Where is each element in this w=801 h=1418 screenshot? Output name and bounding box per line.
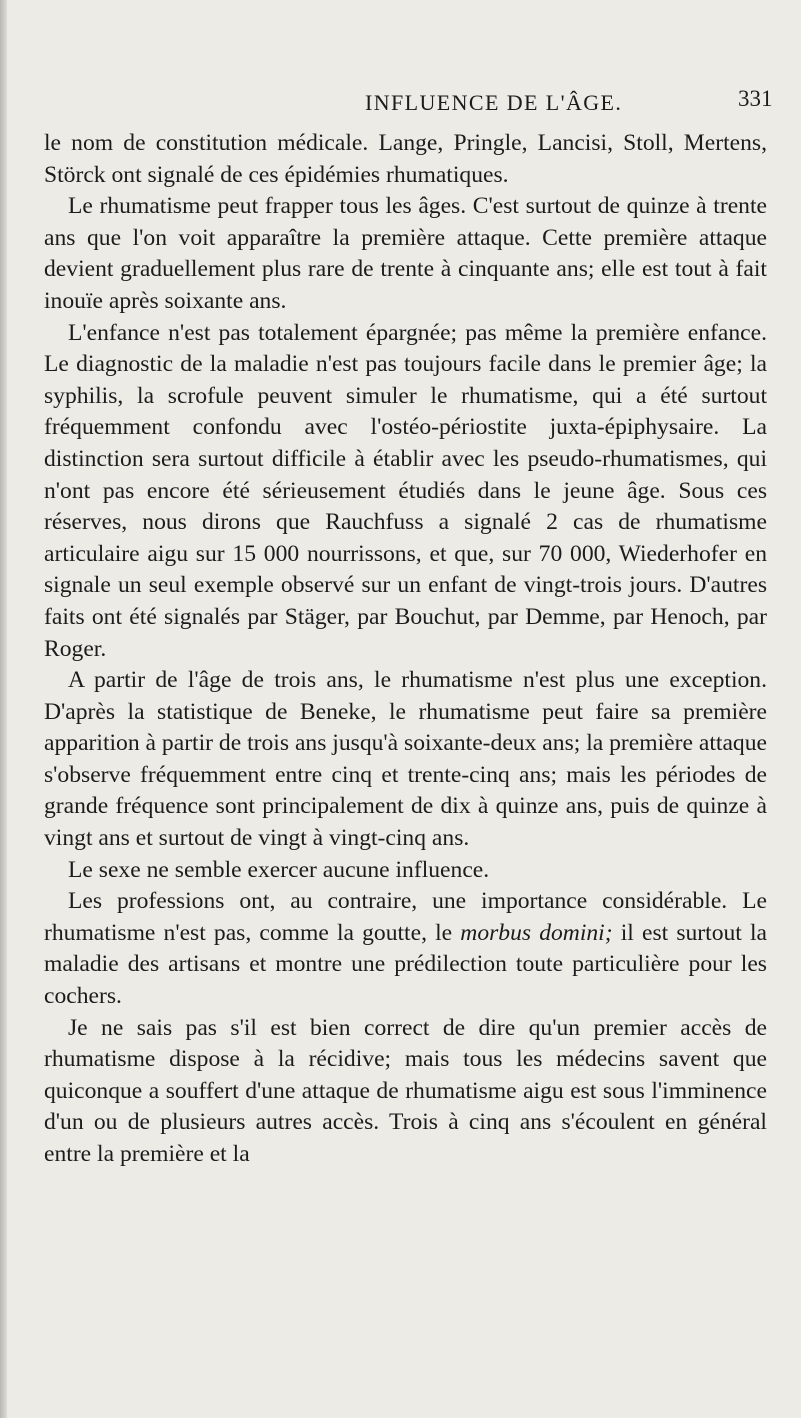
paragraph-sex: Le sexe ne semble exercer aucune influence. [68,856,490,883]
paragraph-ages: Le rhumatisme peut frapper tous les âges. C'est surtout de quinze à trente ans que l'on voit apparaître la première attaque. Cette première attaque devient graduellement plus rare de trente à cinquante ans; elle est tout à fait inouïe après soixante ans. [44,193,767,314]
professions-text-before: Les professions ont, au contraire, une importance considérable. Le rhumatisme n'est pas, comme la goutte, le [44,888,767,946]
page-binding-edge [0,0,7,1418]
professions-text-after: il est surtout la maladie des artisans et montre une prédilection toute particulière pour les cochers. [44,919,768,1010]
paragraph-childhood: L'enfance n'est pas totalement épargnée; pas même la première enfance. Le diagnostic de la maladie n'est pas toujours facile dans le premier âge; la syphilis, la scrofule peuvent simuler le rhumatisme, qui a été surtout fréquemment confondu avec l'ostéo-périostite juxta-épiphysaire. La distinction sera surtout difficile à établir avec les pseudo-rhumatismes, qui n'ont pas encore été sérieusement étudiés dans le jeune âge. Sous ces réserves, nous dirons que Rauchfuss a signalé 2 cas de rhumatisme articulaire aigu sur 15 000 nourrissons, et que, sur 70 000, Wiederhofer en signale un seul exemple observé sur un enfant de vingt-trois jours. D'autres faits ont été signalés par Stäger, par Bouchut, par Demme, par Henoch, par Roger. [44,319,767,662]
paragraph-three-years: A partir de l'âge de trois ans, le rhumatisme n'est plus une exception. D'après la statistique de Beneke, le rhumatisme peut faire sa première apparition à partir de trois ans jusqu'à soixante-deux ans; la première attaque s'observe fréquemment entre cinq et trente-cinq ans; mais les périodes de grande fréquence sont principalement de dix à quinze ans, puis de quinze à vingt ans et surtout de vingt à vingt-cinq ans. [44,667,767,852]
body-text [44,128,767,1171]
morbus-domini-italic: morbus domini; [460,919,613,946]
paragraph-continued: le nom de constitution médicale. Lange, Pringle, Lancisi, Stoll, Mertens, Störck ont signalé de ces épidémies rhumatiques. [44,130,767,188]
paragraph-recurrence: Je ne sais pas s'il est bien correct de dire qu'un premier accès de rhumatisme dispose à la récidive; mais tous les médecins savent que quiconque a souffert d'une attaque de rhumatisme aigu est sous l'imminence d'un ou de plusieurs autres accès. Trois à cinq ans s'écoulent en général entre la première et la [44,1014,767,1167]
paragraph-professions [44,886,767,1012]
page-header [0,86,801,126]
page-number: 331 [738,86,773,111]
running-title: INFLUENCE DE L'ÂGE. [365,90,623,115]
